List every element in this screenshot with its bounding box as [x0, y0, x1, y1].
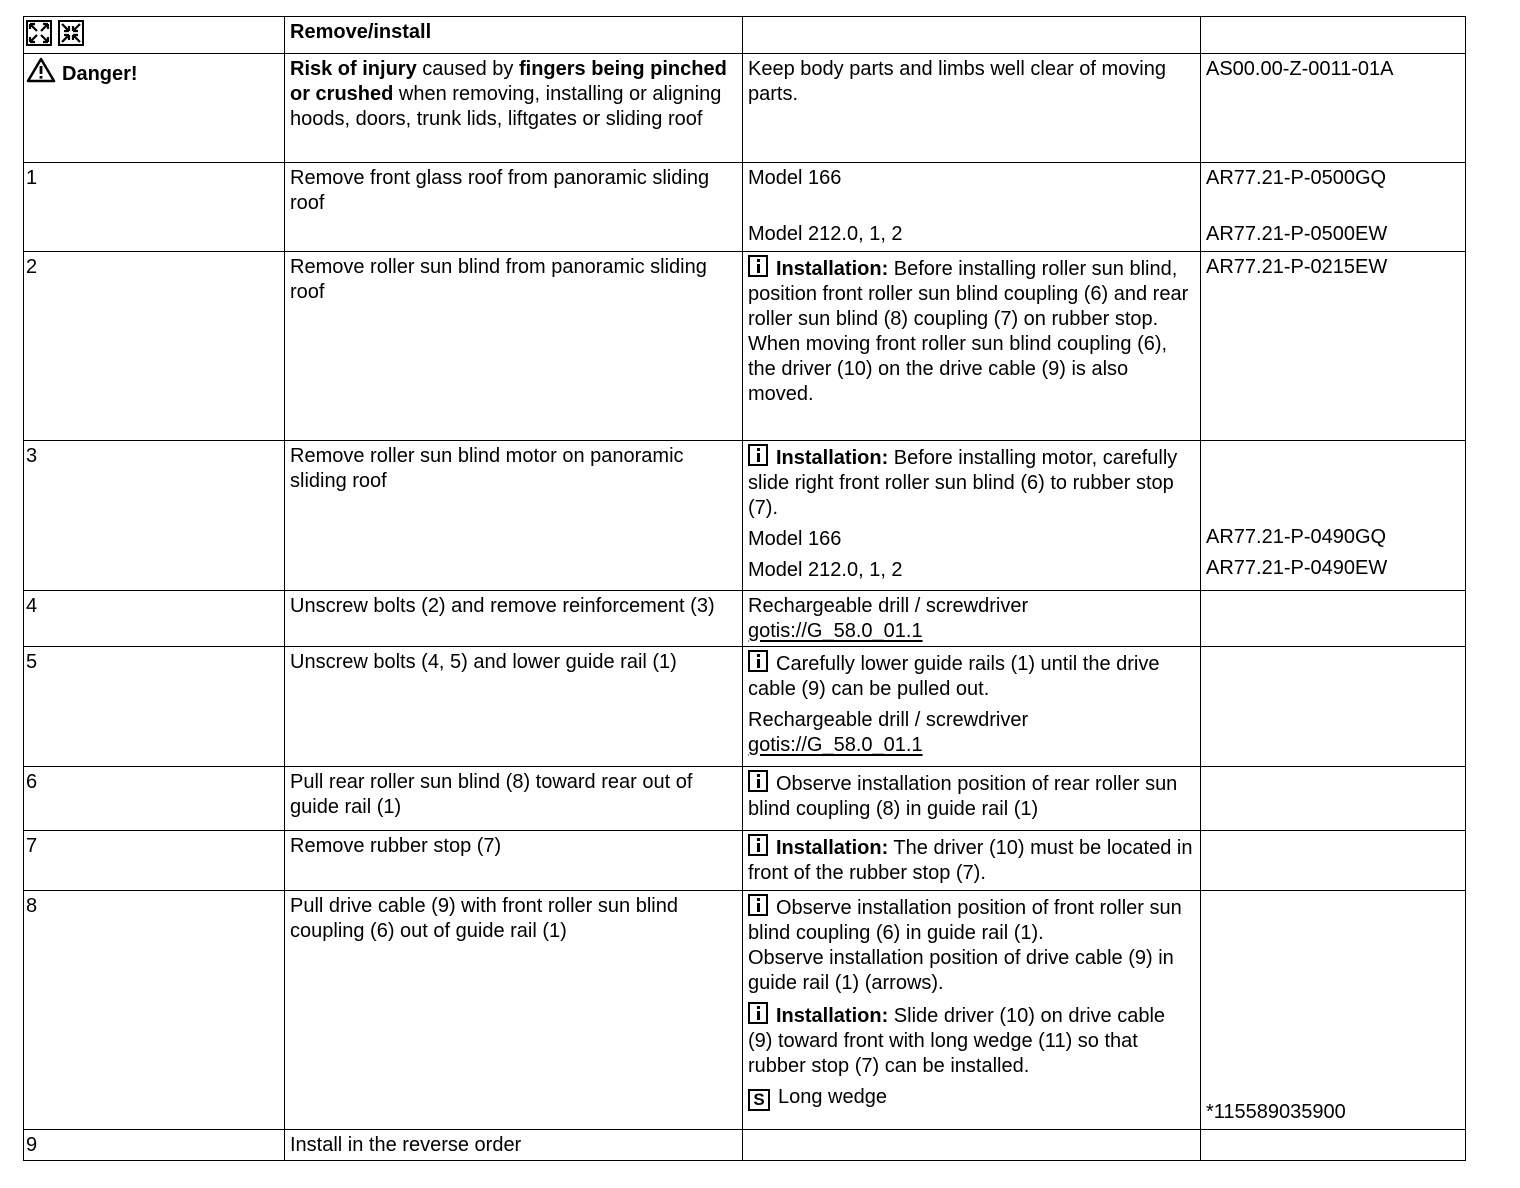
step-text: Unscrew bolts (2) and remove reinforcement (3) — [290, 595, 715, 617]
danger-cell — [24, 54, 285, 163]
info-icon — [748, 1002, 768, 1024]
step-text-cell — [285, 441, 743, 591]
tool-ref: *115589035900 — [1206, 1101, 1346, 1123]
note-label: Installation: — [776, 258, 889, 280]
note-label: Installation: — [776, 1005, 889, 1027]
info-icon — [748, 255, 768, 277]
step-text-cell — [285, 831, 743, 891]
danger-text-cell — [285, 54, 743, 163]
step-text-cell — [285, 252, 743, 441]
note-text: Observe installation position of front roller sun blind coupling (6) in guide rail (1). — [748, 897, 1182, 944]
step-text-cell — [285, 891, 743, 1130]
tool-link[interactable]: gotis://G_58.0_01.1 — [748, 620, 923, 642]
step-number-text: 4 — [26, 595, 38, 617]
step-ref-cell — [1201, 163, 1466, 252]
step-number — [24, 831, 285, 891]
step-number — [24, 647, 285, 767]
table-row — [24, 441, 1466, 591]
header-row — [24, 17, 1466, 54]
danger-measure: Keep body parts and limbs well clear of moving parts. — [748, 58, 1166, 105]
step-note-cell — [743, 831, 1201, 891]
step-ref-cell — [1201, 252, 1466, 441]
step-ref-cell — [1201, 831, 1466, 891]
step-text: Remove roller sun blind motor on panoramic sliding roof — [290, 445, 684, 492]
info-icon — [748, 834, 768, 856]
table-row — [24, 163, 1466, 252]
note-text: The driver (10) must be located in front of the rubber stop (7). — [748, 837, 1193, 884]
info-icon — [748, 770, 768, 792]
table-row — [24, 831, 1466, 891]
doc-ref: AR77.21-P-0500GQ — [1206, 167, 1387, 189]
info-icon — [748, 650, 768, 672]
step-number-text: 5 — [26, 651, 38, 673]
step-number-text: 6 — [26, 771, 38, 793]
step-note-cell — [743, 441, 1201, 591]
step-number-text: 8 — [26, 895, 38, 917]
install-icon — [58, 20, 84, 46]
step-text: Install in the reverse order — [290, 1134, 522, 1156]
tool-text: Rechargeable drill / screwdriver — [748, 595, 1029, 617]
step-text-cell — [285, 163, 743, 252]
model-label: Model 166 — [748, 528, 842, 550]
step-ref-cell — [1201, 891, 1466, 1130]
step-text: Pull drive cable (9) with front roller sun blind coupling (6) out of guide rail (1) — [290, 895, 678, 942]
remove-icon — [26, 20, 52, 46]
danger-row — [24, 54, 1466, 163]
step-number — [24, 1130, 285, 1161]
step-number — [24, 891, 285, 1130]
step-text-cell — [285, 767, 743, 831]
note-label: Installation: — [776, 837, 889, 859]
step-ref-cell — [1201, 591, 1466, 647]
header-empty-cell — [1201, 17, 1466, 54]
danger-measure-cell — [743, 54, 1201, 163]
table-row — [24, 1130, 1466, 1161]
step-number-text: 9 — [26, 1134, 38, 1156]
note-text: Observe installation position of rear roller sun blind coupling (8) in guide rail (1) — [748, 773, 1178, 820]
step-text-cell — [285, 647, 743, 767]
doc-ref: AR77.21-P-0490EW — [1206, 557, 1388, 579]
step-ref-cell — [1201, 1130, 1466, 1161]
tool-link[interactable]: gotis://G_58.0_01.1 — [748, 734, 923, 756]
header-empty-cell — [743, 17, 1201, 54]
step-text: Remove front glass roof from panoramic sliding roof — [290, 167, 710, 214]
header-icons — [24, 17, 285, 54]
note-text: Observe installation position of drive cable (9) in guide rail (1) (arrows). — [748, 947, 1174, 994]
danger-ref-cell — [1201, 54, 1466, 163]
procedure-table — [23, 16, 1466, 1161]
table-row — [24, 591, 1466, 647]
danger-text-bold: fingers being pinched or crushed — [290, 58, 727, 105]
step-text: Remove rubber stop (7) — [290, 835, 502, 857]
note-text: Carefully lower guide rails (1) until the drive cable (9) can be pulled out. — [748, 653, 1160, 700]
tool-text: Rechargeable drill / screwdriver — [748, 709, 1029, 731]
note-text: Before installing roller sun blind, position front roller sun blind coupling (6) and rear roller sun blind (8) coupling (7) on rubber stop. — [748, 258, 1189, 330]
header-title-cell — [285, 17, 743, 54]
step-number — [24, 252, 285, 441]
model-label: Model 166 — [748, 167, 842, 189]
step-ref-cell — [1201, 441, 1466, 591]
special-tool-icon: S — [748, 1089, 770, 1111]
table-row — [24, 252, 1466, 441]
step-number-text: 1 — [26, 167, 38, 189]
step-number — [24, 163, 285, 252]
step-number-text: 7 — [26, 835, 38, 857]
step-text-cell — [285, 591, 743, 647]
model-label: Model 212.0, 1, 2 — [748, 559, 903, 581]
step-text: Remove roller sun blind from panoramic sliding roof — [290, 256, 707, 303]
table-row — [24, 891, 1466, 1130]
step-ref-cell — [1201, 647, 1466, 767]
note-text: Before installing motor, carefully slide right front roller sun blind (6) to rubber stop (7). — [748, 447, 1178, 519]
step-number — [24, 591, 285, 647]
step-ref-cell — [1201, 767, 1466, 831]
doc-ref: AR77.21-P-0490GQ — [1206, 526, 1387, 548]
step-number — [24, 767, 285, 831]
step-number-text: 3 — [26, 445, 38, 467]
step-note-cell — [743, 767, 1201, 831]
step-note-cell — [743, 647, 1201, 767]
step-number — [24, 441, 285, 591]
step-note-cell — [743, 252, 1201, 441]
doc-ref: AR77.21-P-0215EW — [1206, 256, 1388, 278]
danger-text: when removing, installing or aligning hoods, doors, trunk lids, liftgates or sliding roof — [290, 83, 722, 130]
step-text-cell — [285, 1130, 743, 1161]
model-label: Model 212.0, 1, 2 — [748, 223, 903, 245]
table-row — [24, 767, 1466, 831]
note-text: When moving front roller sun blind coupling (6), the driver (10) on the drive cable (9) is also moved. — [748, 333, 1168, 405]
doc-ref: AR77.21-P-0500EW — [1206, 223, 1388, 245]
step-note-cell — [743, 591, 1201, 647]
step-text: Unscrew bolts (4, 5) and lower guide rail (1) — [290, 651, 677, 673]
warning-triangle-icon — [26, 57, 56, 83]
info-icon — [748, 444, 768, 466]
note-text: Slide driver (10) on drive cable (9) toward front with long wedge (11) so that rubber stop (7) can be installed. — [748, 1005, 1166, 1077]
note-label: Installation: — [776, 447, 889, 469]
danger-text-bold: Risk of injury — [290, 58, 417, 80]
step-note-cell — [743, 891, 1201, 1130]
danger-label: Danger! — [62, 63, 138, 85]
step-note-cell — [743, 1130, 1201, 1161]
info-icon — [748, 894, 768, 916]
header-title: Remove/install — [290, 21, 432, 43]
step-number-text: 2 — [26, 256, 38, 278]
danger-text: caused by — [416, 58, 519, 80]
table-row — [24, 647, 1466, 767]
danger-ref: AS00.00-Z-0011-01A — [1206, 58, 1394, 80]
step-note-cell — [743, 163, 1201, 252]
step-text: Pull rear roller sun blind (8) toward rear out of guide rail (1) — [290, 771, 693, 818]
tool-text: Long wedge — [778, 1086, 887, 1108]
